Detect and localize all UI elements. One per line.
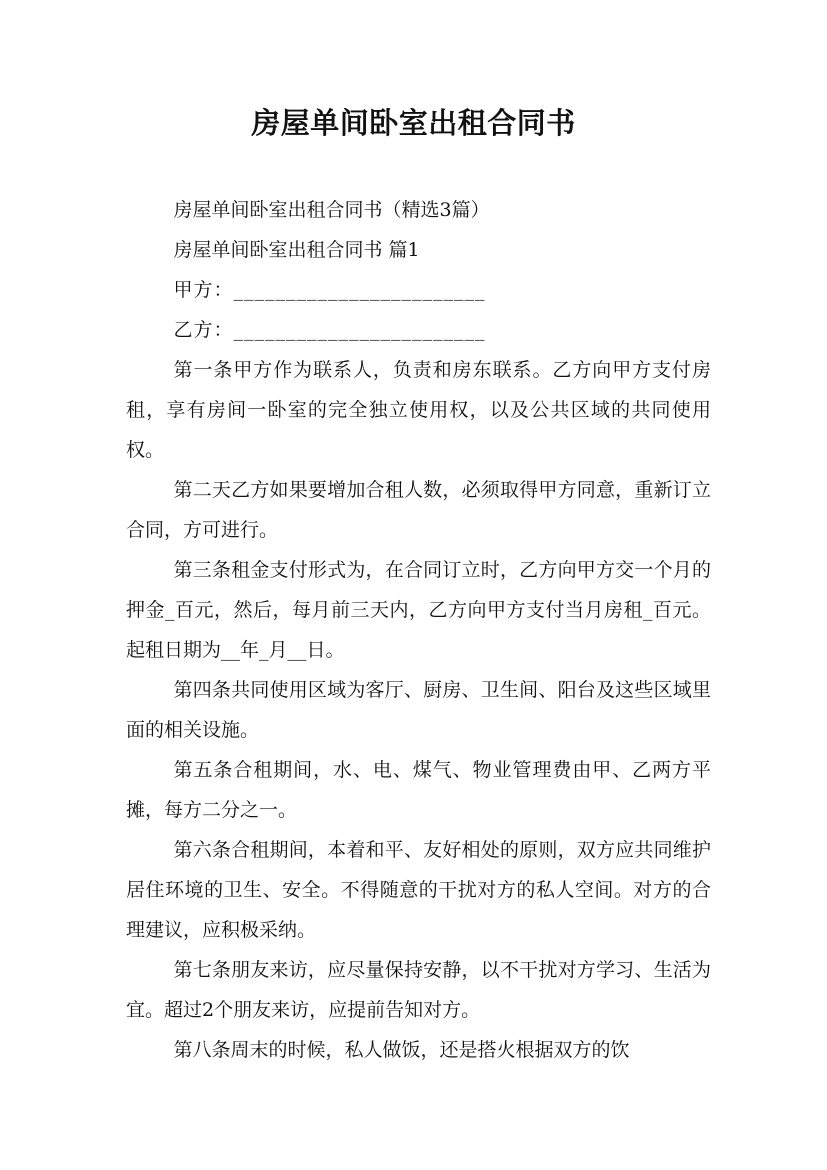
- document-title: 房屋单间卧室出租合同书: [251, 106, 576, 140]
- clause-paragraph: 第四条共同使用区域为客厅、厨房、卫生间、阳台及这些区域里面的相关设施。: [126, 679, 711, 741]
- document-subtitle: 房屋单间卧室出租合同书（精选3篇）: [173, 199, 490, 221]
- party-b-line: 乙方：________________________: [173, 319, 486, 341]
- clause-paragraph: 第八条周末的时候，私人做饭，还是搭火根据双方的饮: [173, 1039, 630, 1061]
- section-heading: 房屋单间卧室出租合同书 篇1: [173, 239, 420, 261]
- clause-paragraph: 第五条合租期间，水、电、煤气、物业管理费由甲、乙两方平摊，每方二分之一。: [126, 759, 711, 821]
- clause-paragraph: 第二天乙方如果要增加合租人数，必须取得甲方同意，重新订立合同，方可进行。: [126, 479, 711, 541]
- party-a-line: 甲方：________________________: [173, 279, 486, 301]
- clause-paragraph: 第六条合租期间，本着和平、友好相处的原则，双方应共同维护居住环境的卫生、安全。不得随意的干扰对方的私人空间。对方的合理建议，应积极采纳。: [126, 839, 711, 941]
- clause-paragraph: 第三条租金支付形式为，在合同订立时，乙方向甲方交一个月的押金_百元，然后，每月前三天内，乙方向甲方支付当月房租_百元。起租日期为__年_月__日。: [126, 559, 711, 661]
- clause-paragraph: 第七条朋友来访，应尽量保持安静，以不干扰对方学习、生活为宜。超过2个朋友来访，应提前告知对方。: [126, 959, 711, 1021]
- clause-paragraph: 第一条甲方作为联系人，负责和房东联系。乙方向甲方支付房租，享有房间一卧室的完全独立使用权，以及公共区域的共同使用权。: [126, 359, 711, 461]
- document-body: [126, 190, 711, 1070]
